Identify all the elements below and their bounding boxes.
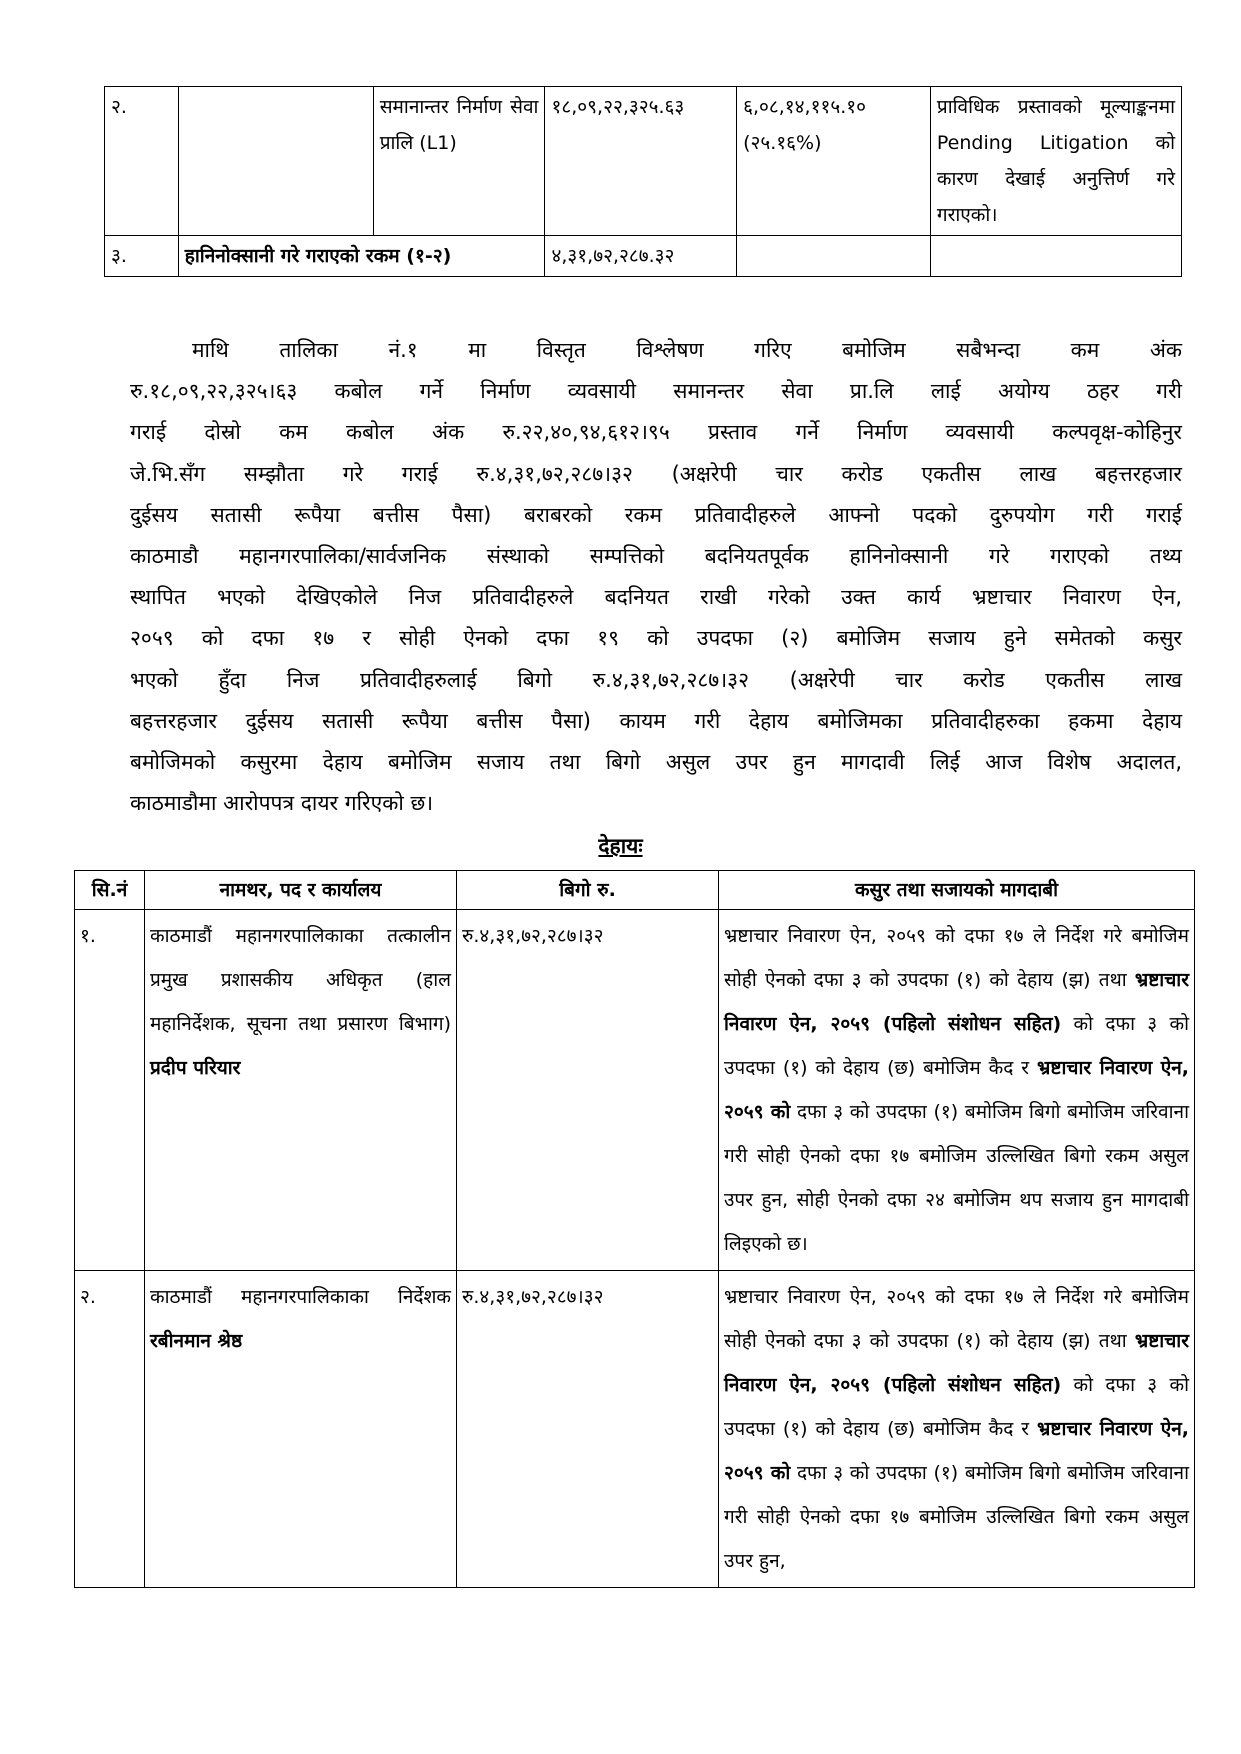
remarks-cell: प्राविधिक प्रस्तावको मूल्याङ्कनमा Pending Litigation को कारण देखाई अनुत्तिर्ण गरे गराएको। [930,87,1181,236]
serial-cell: ३. [105,236,179,277]
paragraph-line: काठमाडौमा आरोपपत्र दायर गरिएको छ। [130,791,434,816]
claim-cell [719,910,1195,1271]
claim-text: भ्रष्टाचार निवारण ऐन, २०५९ को दफा १७ ले निर्देश गरे बमोजिम सोही ऐनको दफा ३ को उपदफा (१) को देहाय (झ) तथा [724,925,1189,991]
header-name: नामथर, पद र कार्यालय [145,871,457,910]
claim-act-bold: भ्रष्टाचार निवारण ऐन, २०५९ (पहिलो संशोधन सहित) [724,1330,1189,1396]
loss-label-cell: हानिनोक्सानी गरे गराएको रकम (१-२) [178,236,545,277]
claim-act-bold: भ्रष्टाचार निवारण ऐन, २०५९ को [724,1418,1189,1484]
claim-act-bold: भ्रष्टाचार निवारण ऐन, २०५९ को [724,1057,1189,1123]
bidder-name-cell: समानान्तर निर्माण सेवा प्रालि (L1) [373,87,545,236]
table-row [105,87,1182,236]
serial-cell: १. [75,910,145,1271]
header-serial: सि.नं [75,871,145,910]
bid-amount-cell: १८,०९,२२,३२५.६३ [545,87,737,236]
defendant-name: रबीनमान श्रेष्ठ [150,1330,243,1352]
table-row [75,1271,1195,1588]
empty-cell [178,87,373,236]
paragraph-line: भएको हुँदा निज प्रतिवादीहरुलाई बिगो रु.४,३१,७२,२८७।३२ (अक्षरेपी चार करोड एकतीस लाख [130,667,1182,692]
amount-cell: रु.४,३१,७२,२८७।३२ [457,910,719,1271]
paragraph-line: स्थापित भएको देखिएकोले निज प्रतिवादीहरुले बदनियत राखी गरेको उक्त कार्य भ्रष्टाचार निवारण ऐन, [130,585,1182,610]
paragraph-line: रु.१८,०९,२२,३२५।६३ कबोल गर्ने निर्माण व्यवसायी समानन्तर सेवा प्रा.लि लाई अयोग्य ठहर गरी [130,379,1182,404]
loss-amount-cell: ४,३१,७२,२८७.३२ [545,236,737,277]
header-amount: बिगो रु. [457,871,719,910]
empty-cell [737,236,931,277]
body-paragraph [130,330,1182,824]
defendant-cell [145,910,457,1271]
amount-cell: रु.४,३१,७२,२८७।३२ [457,1271,719,1588]
paragraph-line: बहत्तरहजार दुईसय सतासी रूपैया बत्तीस पैसा) कायम गरी देहाय बमोजिमका प्रतिवादीहरुका हकमा देहाय [130,708,1182,733]
defendant-position: काठमाडौं महानगरपालिकाका तत्कालीन प्रमुख प्रशासकीय अधिकृत (हाल महानिर्देशक, सूचना तथा प्रसारण बिभाग) [150,925,451,1035]
difference-cell: ६,०८,१४,११५.१० (२५.१६%) [737,87,931,236]
comparison-table [104,86,1182,277]
section-heading: देहायः [598,834,643,858]
table-header-row [75,871,1195,910]
defendant-name: प्रदीप परियार [150,1057,241,1079]
claim-text: को दफा ३ को उपदफा (१) को देहाय (छ) बमोजिम कैद र [724,1374,1190,1440]
claim-act-bold: भ्रष्टाचार निवारण ऐन, २०५९ (पहिलो संशोधन सहित) [724,969,1189,1035]
table-row [105,236,1182,277]
paragraph-line: जे.भि.सँग सम्झौता गरे गराई रु.४,३१,७२,२८७।३२ (अक्षरेपी चार करोड एकतीस लाख बहत्तरहजार [130,461,1182,486]
empty-cell [930,236,1181,277]
paragraph-line: माथि तालिका नं.१ मा विस्तृत विश्लेषण गरिए बमोजिम सबैभन्दा कम अंक [192,338,1182,362]
paragraph-line: काठमाडौ महानगरपालिका/सार्वजनिक संस्थाको सम्पत्तिको बदनियतपूर्वक हानिनोक्सानी गरे गराएको तथ्य [130,544,1182,569]
paragraph-line: दुईसय सतासी रूपैया बत्तीस पैसा) बराबरको रकम प्रतिवादीहरुले आफ्नो पदको दुरुपयोग गरी गराई [130,502,1182,527]
defendant-position: काठमाडौं महानगरपालिकाका निर्देशक [150,1286,451,1308]
claim-text: दफा ३ को उपदफा (१) बमोजिम बिगो बमोजिम जरिवाना गरी सोही ऐनको दफा १७ बमोजिम उल्लिखित बिगो रकम असुल उपर हुन, सोही ऐनको दफा २४ बमोजिम थप सजाय हुन मागदाबी लिइएको छ। [724,1101,1190,1255]
defendants-table [74,870,1195,1588]
paragraph-line: २०५९ को दफा १७ र सोही ऐनको दफा १९ को उपदफा (२) बमोजिम सजाय हुने समेतको कसुर [130,626,1182,651]
serial-cell: २. [75,1271,145,1588]
defendant-cell [145,1271,457,1588]
paragraph-line: बमोजिमको कसुरमा देहाय बमोजिम सजाय तथा बिगो असुल उपर हुन मागदावी लिई आज विशेष अदालत, [130,750,1182,775]
claim-text: भ्रष्टाचार निवारण ऐन, २०५९ को दफा १७ ले निर्देश गरे बमोजिम सोही ऐनको दफा ३ को उपदफा (१) को देहाय (झ) तथा [724,1286,1189,1352]
table-row [75,910,1195,1271]
claim-text: दफा ३ को उपदफा (१) बमोजिम बिगो बमोजिम जरिवाना गरी सोही ऐनको दफा १७ बमोजिम उल्लिखित बिगो रकम असुल उपर हुन, [724,1462,1190,1572]
claim-text: को दफा ३ को उपदफा (१) को देहाय (छ) बमोजिम कैद र [724,1013,1190,1079]
header-claim: कसुर तथा सजायको मागदाबी [719,871,1195,910]
serial-cell: २. [105,87,179,236]
paragraph-line: गराई दोस्रो कम कबोल अंक रु.२२,४०,९४,६१२।९५ प्रस्ताव गर्ने निर्माण व्यवसायी कल्पवृक्ष-कोहिनुर [130,420,1182,445]
claim-cell [719,1271,1195,1588]
